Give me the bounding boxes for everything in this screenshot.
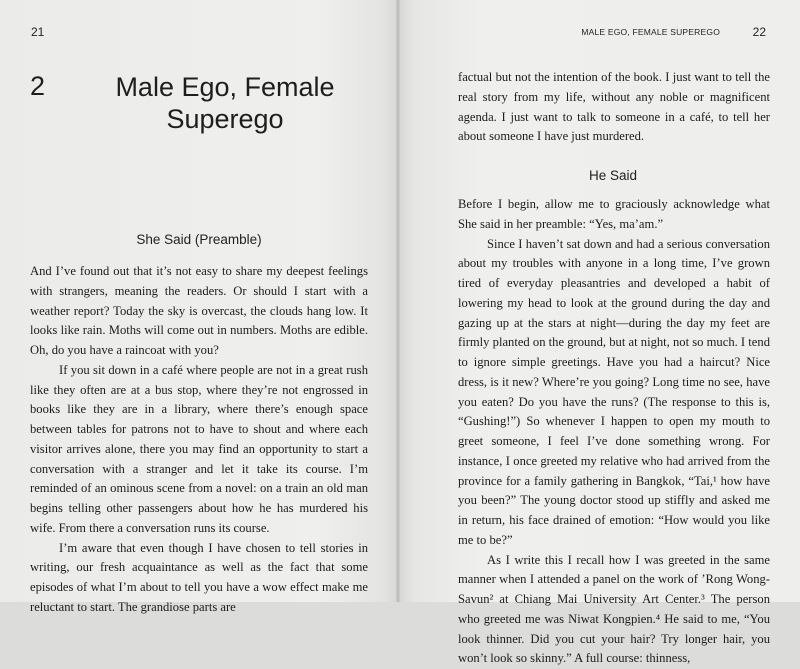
left-body-text: [30, 262, 368, 594]
paragraph: I’m aware that even though I have chosen to tell stories in writing, our fresh acquaintance as well as the fact that some episodes of what I’m about to tell you have a wow effect make me reluctant to start. The grandiose parts are: [30, 539, 368, 618]
paragraph: factual but not the intention of the book. I just want to tell the real story from my life, without any noble or magnificent agenda. I just want to talk to someone in a café, to tell her about someone I have just murdered.: [458, 68, 770, 147]
right-page: [398, 0, 800, 602]
paragraph: If you sit down in a café where people are not in a great rush like they often are at a bus stop, where they’re not engrossed in books like they are in a library, where there’s enough space between tables for patrons not to have to shout and where each visitor arrives alone, there you may find an opportunity to start a conversation with a stranger and let it take its course. I’m reminded of an ominous scene from a novel: on a train an old man begins telling other passengers about how he has murdered his wife. From there a conversation runs its course.: [30, 361, 368, 539]
page-number-right: 22: [753, 25, 766, 39]
book-gutter: [396, 0, 400, 602]
paragraph: Since I haven’t sat down and had a serious conversation about my troubles with anyone in a long time, I’ve grown tired of everyday pleasantries and developed a habit of lowering my head to look at the ground during the day and gazing up at the stars at night—during the day my feet are firmly planted on the ground, but at night, not so much. I tend to ignore simple greetings. Have you had a haircut? Nice dress, is it new? Where’re you going? Long time no see, have you eaten? Do you have the runs? (The response to this is, “Gushing!”) So whenever I happen to open my mouth to greet someone, I feel I’ve done something wrong. For instance, I once greeted my relative who had arrived from the province for a family gathering in Bangkok, “Tai,¹ how have you been?” The young doctor stood up stiffly and asked me in return, his face drained of emotion: “How would you like me to be?”: [458, 235, 770, 551]
chapter-number: 2: [30, 71, 45, 102]
section-title-he-said: He Said: [458, 168, 768, 183]
section-title-she-said: She Said (Preamble): [30, 232, 368, 247]
left-page: [0, 0, 398, 602]
continued-text: [458, 68, 770, 147]
paragraph: And I’ve found out that it’s not easy to share my deepest feelings with strangers, meaning the readers. Or should I start with a weather report? Today the sky is overcast, the clouds hang low. It looks like rain. Moths will come out in numbers. Moths are edible. Oh, do you have a raincoat with you?: [30, 262, 368, 361]
chapter-title: Male Ego, Female Superego: [100, 71, 350, 135]
page-number-left: 21: [31, 25, 44, 39]
paragraph: Before I begin, allow me to graciously acknowledge what She said in her preamble: “Yes, ma’am.”: [458, 195, 770, 235]
paragraph: As I write this I recall how I was greeted in the same manner when I attended a panel on the work of ’Rong Wong-Savun² at Chiang Mai University Art Center.³ The person who greeted me was Niwat Kongpien.⁴ He said to me, “You look thinner. Did you cut your hair? Try longer hair, you won’t look so skinny.” A full course: thinness,: [458, 551, 770, 669]
running-head: MALE EGO, FEMALE SUPEREGO: [581, 27, 720, 37]
right-body-text: [458, 195, 770, 597]
